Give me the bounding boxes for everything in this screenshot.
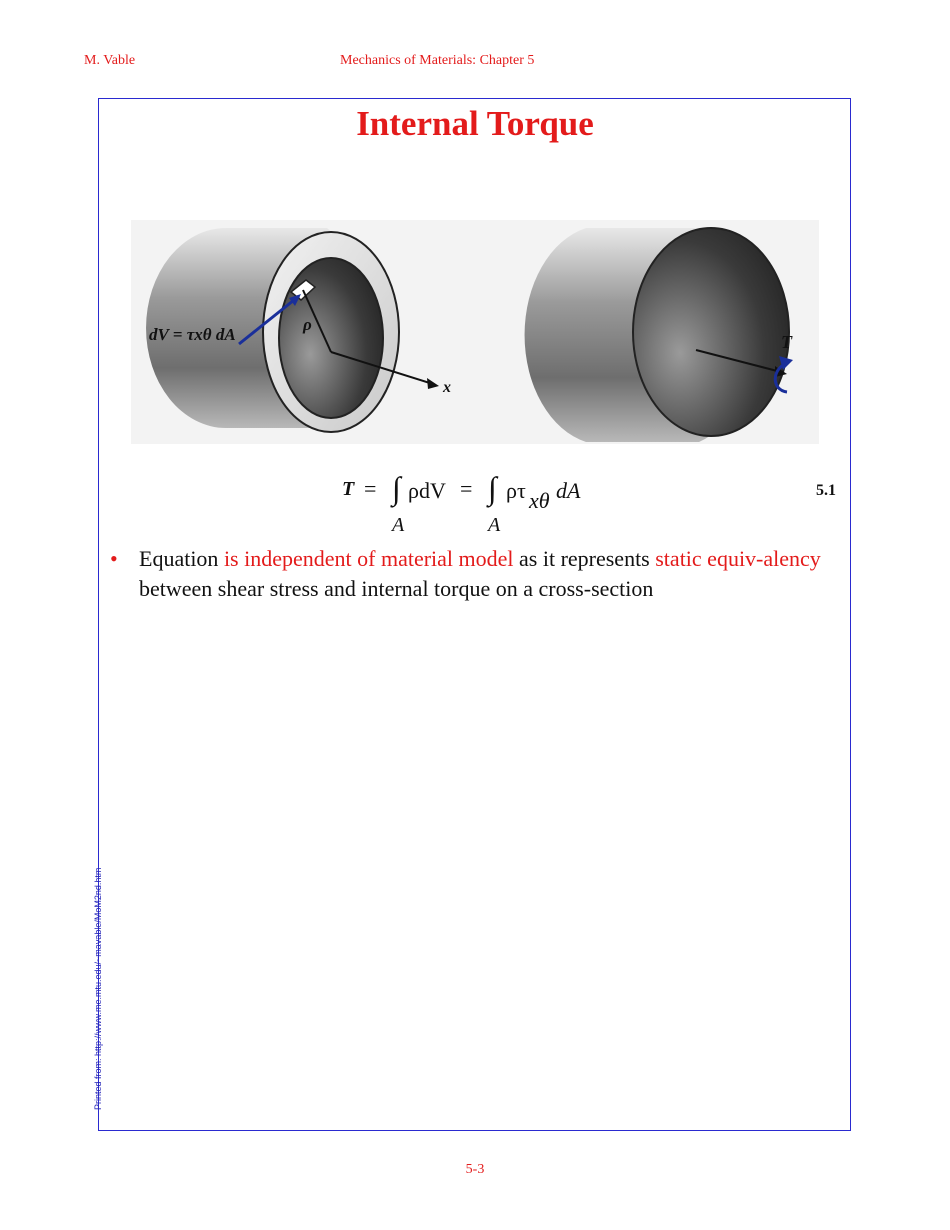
equation-term2-subscript: xθ [529, 488, 550, 513]
equation-term2-tail: dA [556, 478, 581, 503]
page-title: Internal Torque [356, 104, 594, 143]
integral-sign: ∫ [488, 470, 497, 506]
author-header: M. Vable [84, 53, 136, 68]
equation-lhs: T [342, 478, 355, 500]
solid-shaft-diagram [525, 228, 793, 442]
torque-label: T [781, 332, 792, 352]
integral-limit-1: A [392, 514, 405, 536]
bullet-seg-5: between shear stress and internal torque on a cross-section [139, 576, 654, 601]
bullet-seg-2: is independent of material model [223, 546, 514, 571]
bullet-marker: • [110, 546, 118, 571]
x-axis-label: x [443, 379, 451, 396]
rho-label: ρ [303, 315, 312, 334]
bullet-seg-1: Equation [139, 546, 224, 571]
equals-sign: = [460, 476, 473, 501]
equation-term2-base: ρτ [506, 478, 526, 503]
bullet-seg-4: static equiv-alency [655, 546, 821, 571]
torque-figure [131, 220, 819, 444]
printed-from-note: Printed from: http://www.me.mtu.edu/~mavable/MoM2nd.htm [93, 867, 103, 1110]
integral-limit-2: A [488, 514, 501, 536]
bullet-text [139, 544, 839, 604]
bullet-seg-3: as it represents [513, 546, 656, 571]
equation-term1: ρdV [408, 478, 446, 503]
integral-sign: ∫ [392, 470, 401, 506]
equation-number: 5.1 [816, 482, 836, 499]
equals-sign: = [364, 476, 377, 501]
chapter-header: Mechanics of Materials: Chapter 5 [340, 53, 535, 68]
dv-label: dV = τxθ dA [149, 325, 236, 344]
page-number: 5-3 [465, 1162, 485, 1177]
